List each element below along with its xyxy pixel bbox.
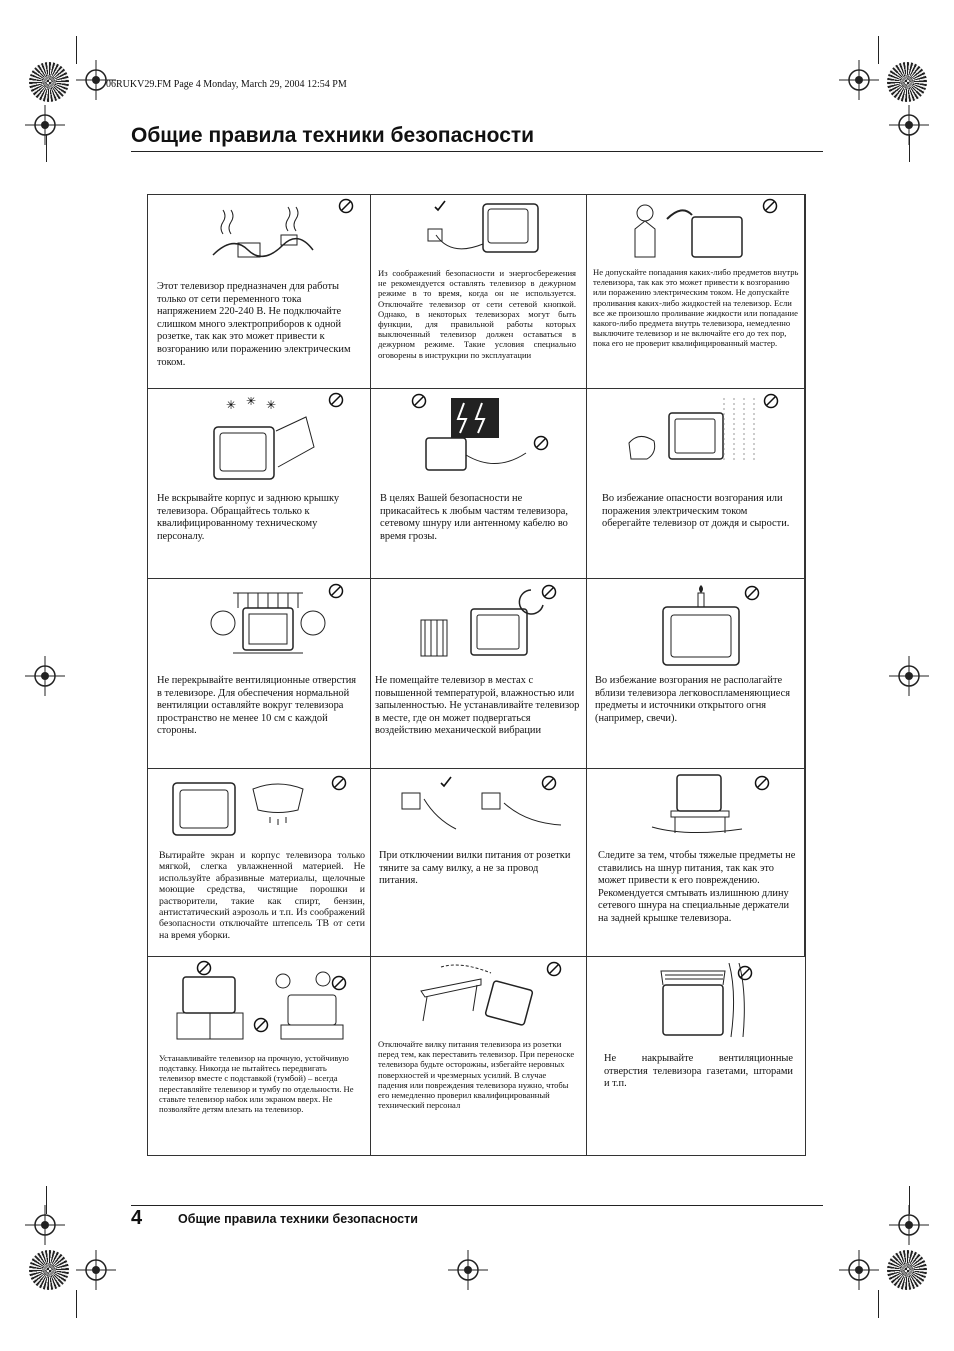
color-rosette-bottom-left <box>29 1250 69 1290</box>
safety-cell-cord <box>587 769 805 957</box>
safety-cell-liquids <box>587 195 805 389</box>
safety-text: Вытирайте экран и корпус телевизора только мягкой, слегка увлажненной материей. Не используйте абразивные материалы, щелочные моющие средства, чистящие порошки и растворители, такие как спирт, бензин, антистатический аэрозоль и т.п. Из соображений безопасности отключайте штепсель ТВ от сети на время уборки. <box>159 850 365 941</box>
blocked-vents-illustration <box>203 583 333 671</box>
registration-mark-icon <box>76 1250 116 1290</box>
safety-grid <box>147 194 806 1156</box>
safety-cell-stand <box>148 957 371 1155</box>
prohibited-icon <box>762 198 778 214</box>
cleaning-cloth-illustration <box>168 775 328 843</box>
registration-mark-icon <box>448 1250 488 1290</box>
safety-text: Этот телевизор предназначен для работы только от сети переменного тока напряжением 220-240 В. Не подключайте слишком много электроприборов к одной розетке, так как это может привести к возгоранию или поражению электрическим током. <box>157 281 351 368</box>
registration-mark-icon <box>889 656 929 696</box>
trim-line <box>46 134 47 162</box>
page-number: 4 <box>131 1207 143 1229</box>
file-info: 06RUKV29.FM Page 4 Monday, March 29, 2004 12:54 PM <box>106 79 347 90</box>
cord-under-stand-illustration <box>647 771 747 841</box>
prohibited-icon <box>328 392 344 408</box>
prohibited-icon <box>338 198 354 214</box>
registration-mark-icon <box>25 105 65 145</box>
candle-on-tv-illustration <box>657 583 747 669</box>
plug-removal-illustration <box>396 779 566 841</box>
safety-cell-unplug <box>371 769 587 957</box>
open-cabinet-illustration <box>206 397 326 487</box>
safety-text: При отключении вилки питания от розетки тяните за саму вилку, а не за провод питания. <box>379 850 571 887</box>
trim-line <box>909 134 910 162</box>
page-title: Общие правила техники безопасности <box>131 124 535 147</box>
trim-line <box>76 1290 77 1318</box>
tv-plug-illustration <box>426 199 546 265</box>
trim-line <box>878 1290 879 1318</box>
svg-text:✳: ✳ <box>226 398 237 412</box>
svg-text:✳: ✳ <box>266 398 277 412</box>
safety-text: Во избежание опасности возгорания или поражения электрическим током оберегайте телевизор от дождя и сырости. <box>602 493 790 530</box>
trim-line <box>909 1186 910 1214</box>
falling-tv-illustration <box>411 961 541 1037</box>
safety-cell-heat <box>371 579 587 769</box>
color-rosette-top-left <box>29 62 69 102</box>
title-rule <box>131 151 823 152</box>
safety-text: В целях Вашей безопасности не прикасайтесь к любым частям телевизора, сетевому шнуру или антенному кабелю во время грозы. <box>380 493 568 542</box>
color-rosette-bottom-right <box>887 1250 927 1290</box>
safety-cell-lightning <box>371 389 587 579</box>
prohibited-icon <box>331 775 347 791</box>
overloaded-socket-illustration <box>203 205 323 275</box>
safety-cell-cleaning <box>148 769 371 957</box>
prohibited-icon <box>754 775 770 791</box>
safety-text: Не накрывайте вентиляционные отверстия телевизора газетами, шторами и т.п. <box>604 1053 793 1090</box>
trim-line <box>46 1186 47 1214</box>
safety-cell-candle <box>587 579 805 769</box>
prohibited-icon <box>546 961 562 977</box>
safety-text: Из соображений безопасности и энергосбережения не рекомендуется оставлять телевизор в дежурном режиме в то время, когда он не используется. Отключайте телевизор от сети сетевой кнопкой. Однако, в некоторых телевизорах могут быть функции, для правильной работы которых выключенный телевизор должен оставаться в дежурном режиме. Такие условия специально оговорены в инструкции по эксплуатации <box>378 268 576 360</box>
footer-rule <box>131 1205 823 1206</box>
registration-mark-icon <box>25 656 65 696</box>
safety-text: Не перекрывайте вентиляционные отверстия в телевизоре. Для обеспечения нормальной вентиляции оставляйте вокруг телевизора пространство не менее 10 см с каждой стороны. <box>157 675 357 737</box>
safety-cell-ventilation <box>148 579 371 769</box>
safety-cell-cabinet <box>148 389 371 579</box>
trim-line <box>76 36 77 64</box>
safety-text: Не вскрывайте корпус и заднюю крышку телевизора. Обращайтесь только к квалифицированному техническому персоналу. <box>157 493 340 542</box>
safety-cell-cover <box>587 957 805 1155</box>
covered-tv-illustration <box>657 963 757 1039</box>
safety-text: Следите за тем, чтобы тяжелые предметы не ставились на шнур питания, так как это может привести к его повреждению. Рекомендуется смтывать излишнюю длину сетевого шнура на специальные держатели на задней крышке телевизора. <box>598 850 796 924</box>
object-into-tv-illustration <box>627 199 747 265</box>
safety-cell-rain <box>587 389 805 579</box>
safety-cell-standby <box>371 195 587 389</box>
registration-mark-icon <box>25 1205 65 1245</box>
heater-sun-illustration <box>401 585 551 671</box>
safety-text: Отключайте вилку питания телевизора из розетки перед тем, как переставить телевизор. При переноске телевизора будьте осторожны, избегайте неровных поверхностей и чрезмерных усилий. В случае падения или повреждения телевизора нужно, чтобы его немедленно проверил квалифицированный технический персонал <box>378 1039 575 1111</box>
registration-mark-icon <box>839 60 879 100</box>
safety-cell-moving <box>371 957 587 1155</box>
footer-title: Общие правила техники безопасности <box>178 1212 418 1226</box>
registration-mark-icon <box>839 1250 879 1290</box>
svg-text:✳: ✳ <box>246 397 257 408</box>
safety-cell-power-supply <box>148 195 371 389</box>
safety-text: Во избежание возгорания не располагайте вблизи телевизора легковоспламеняющиеся предметы и источники открытого огня (например, свечи). <box>595 675 791 724</box>
safety-text: Не допускайте попадания каких-либо предметов внутрь телевизора, так как это может привести к возгоранию или поражению электрическим током. Не допускайте проливания каких-либо жидкостей на телевизор. Если все же произошло проливание жидкости или попадание какого-либо предмета внутрь телевизора, немедленно выключите телевизор и не включайте его до тех пор, пока его не проверит квалифицированный мастер. <box>593 267 799 349</box>
trim-line <box>878 36 879 64</box>
safety-text: Не помещайте телевизор в местах с повышенной температурой, влажностью или запыленностью. Не устанавливайте телевизор в месте, где он может подвергаться воздействию механической вибрации <box>375 675 580 737</box>
color-rosette-top-right <box>887 62 927 102</box>
rain-window-illustration <box>609 393 769 479</box>
tv-on-stand-illustration <box>163 965 353 1045</box>
lightning-storm-illustration <box>406 393 546 479</box>
safety-text: Устанавливайте телевизор на прочную, устойчивую подставку. Никогда не пытайтесь передвигать телевизор вместе с подставкой (тумбой) – всегда переставляйте телевизор и тумбу по отдельности. Не ставьте телевизор набок или экраном вверх. Не позволяйте детям влезать на телевизор. <box>159 1053 354 1115</box>
